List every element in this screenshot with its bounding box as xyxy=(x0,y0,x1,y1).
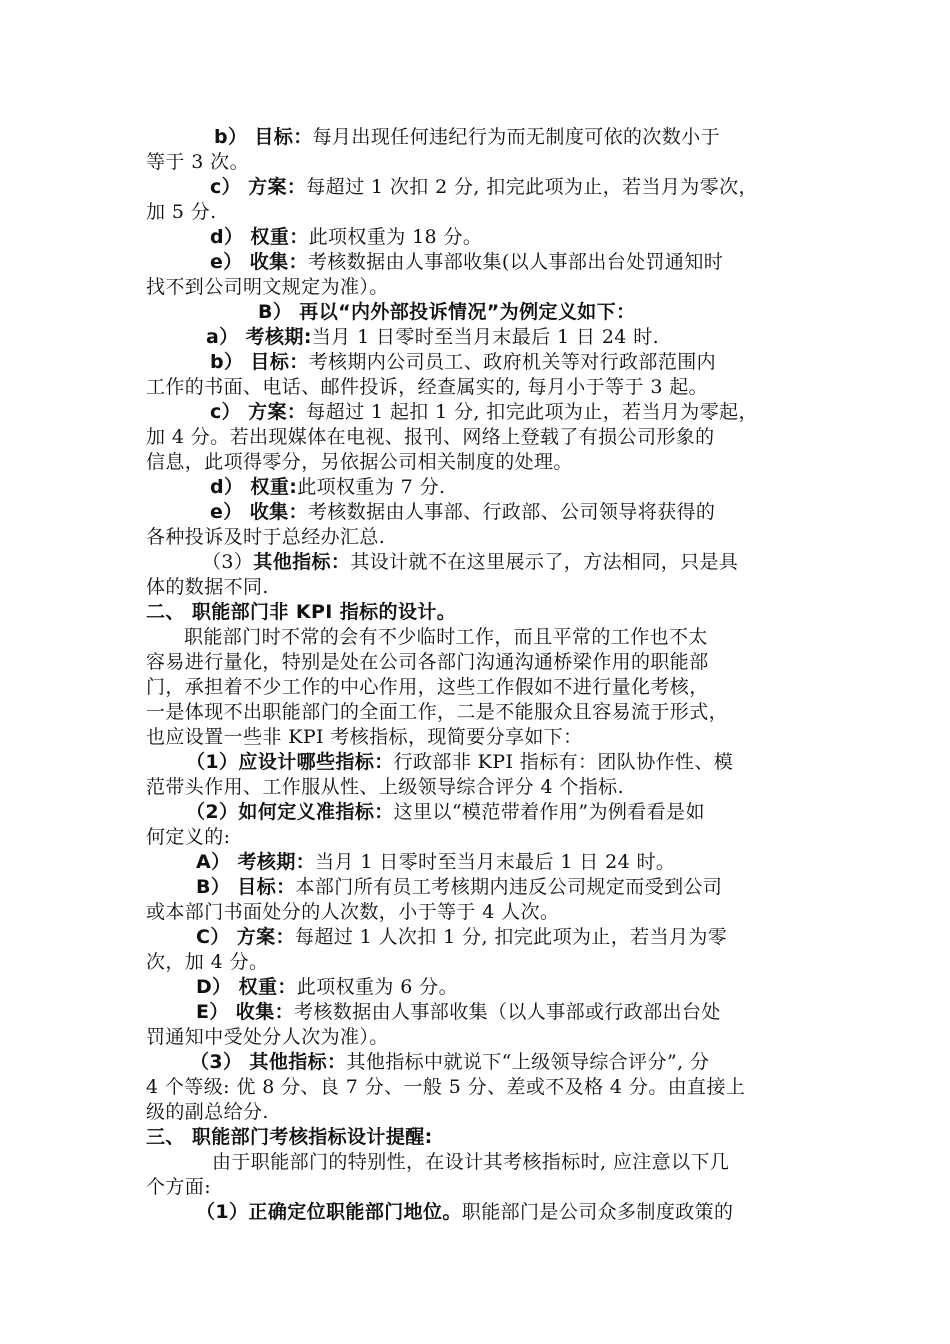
text-line: （3） 其他指标：其他指标中就说下“上级领导综合评分”, 分 xyxy=(190,1051,710,1073)
section-heading: 三、 职能部门考核指标设计提醒: xyxy=(146,1126,433,1148)
text-line: 或本部门书面处分的人次数，小于等于 4 人次。 xyxy=(146,901,560,923)
text-line: b） 目标：每月出现任何违纪行为而无制度可依的次数小于 xyxy=(214,126,721,148)
text-line: e） 收集：考核数据由人事部、行政部、公司领导将获得的 xyxy=(210,501,716,523)
text-line: （2）如何定义准指标：这里以“模范带着作用”为例看看是如 xyxy=(186,801,705,823)
text-line: B） 再以“内外部投诉情况”为例定义如下： xyxy=(258,301,636,323)
text-line: （1）正确定位职能部门地位。职能部门是公司众多制度政策的 xyxy=(196,1201,734,1223)
text-line: a） 考核期:当月 1 日零时至当月末最后 1 日 24 时. xyxy=(206,326,660,348)
text-line: 4 个等级: 优 8 分、良 7 分、一般 5 分、差或不及格 4 分。由直接上 xyxy=(146,1076,746,1098)
text-line: 一是体现不出职能部门的全面工作，二是不能服众且容易流于形式， xyxy=(146,701,729,723)
text-line: （3）其他指标：其设计就不在这里展示了，方法相同，只是具 xyxy=(202,551,739,573)
text-line: 级的副总给分. xyxy=(146,1101,269,1123)
text-line: e） 收集：考核数据由人事部收集(以人事部出台处罚通知时 xyxy=(210,251,724,273)
text-line: 找不到公司明文规定为准）。 xyxy=(146,276,389,298)
text-line: 门，承担着不少工作的中心作用，这些工作假如不进行量化考核， xyxy=(146,676,709,698)
text-line: （1）应设计哪些指标：行政部非 KPI 指标有：团队协作性、模 xyxy=(186,751,734,773)
text-line: 体的数据不同. xyxy=(146,576,269,598)
text-line: A） 考核期：当月 1 日零时至当月末最后 1 日 24 时。 xyxy=(196,851,676,873)
text-line: 各种投诉及时于总经办汇总. xyxy=(146,526,386,548)
text-line: D） 权重：此项权重为 6 分。 xyxy=(196,976,458,998)
text-line: b） 目标：考核期内公司员工、政府机关等对行政部范围内 xyxy=(210,351,717,373)
text-line: 范带头作用、工作服从性、上级领导综合评分 4 个指标. xyxy=(146,776,625,798)
text-line: c） 方案：每超过 1 次扣 2 分, 扣完此项为止，若当月为零次， xyxy=(210,176,758,198)
text-line: 加 4 分。若出现媒体在电视、报刊、网络上登载了有损公司形象的 xyxy=(146,426,715,448)
text-line: 何定义的: xyxy=(146,826,231,848)
text-line: 信息，此项得零分，另依据公司相关制度的处理。 xyxy=(146,451,573,473)
text-line: d） 权重:此项权重为 7 分. xyxy=(210,476,446,498)
text-line: E） 收集：考核数据由人事部收集（以人事部或行政部出台处 xyxy=(196,1001,721,1023)
text-line: 次，加 4 分。 xyxy=(146,951,269,973)
text-line: 个方面: xyxy=(146,1176,212,1198)
text-line: 工作的书面、电话、邮件投诉，经查属实的, 每月小于等于 3 起。 xyxy=(146,376,709,398)
text-line: c） 方案：每超过 1 起扣 1 分, 扣完此项为止，若当月为零起， xyxy=(210,401,758,423)
text-line: 等于 3 次。 xyxy=(146,151,249,173)
text-line: d） 权重：此项权重为 18 分。 xyxy=(210,226,483,248)
text-line: 罚通知中受处分人次为准）。 xyxy=(146,1026,389,1048)
text-line: 加 5 分. xyxy=(146,201,217,223)
text-line: 容易进行量化，特别是处在公司各部门沟通沟通桥梁作用的职能部 xyxy=(146,651,709,673)
text-line: C） 方案：每超过 1 人次扣 1 分, 扣完此项为止，若当月为零 xyxy=(196,926,728,948)
text-line: 也应设置一些非 KPI 考核指标，现简要分享如下： xyxy=(146,726,583,748)
text-line: 由于职能部门的特别性，在设计其考核指标时, 应注意以下几 xyxy=(212,1151,730,1173)
text-line: B） 目标：本部门所有员工考核期内违反公司规定而受到公司 xyxy=(196,876,723,898)
section-heading: 二、 职能部门非 KPI 指标的设计。 xyxy=(146,601,457,623)
text-line: 职能部门时不常的会有不少临时工作，而且平常的工作也不太 xyxy=(184,626,708,648)
